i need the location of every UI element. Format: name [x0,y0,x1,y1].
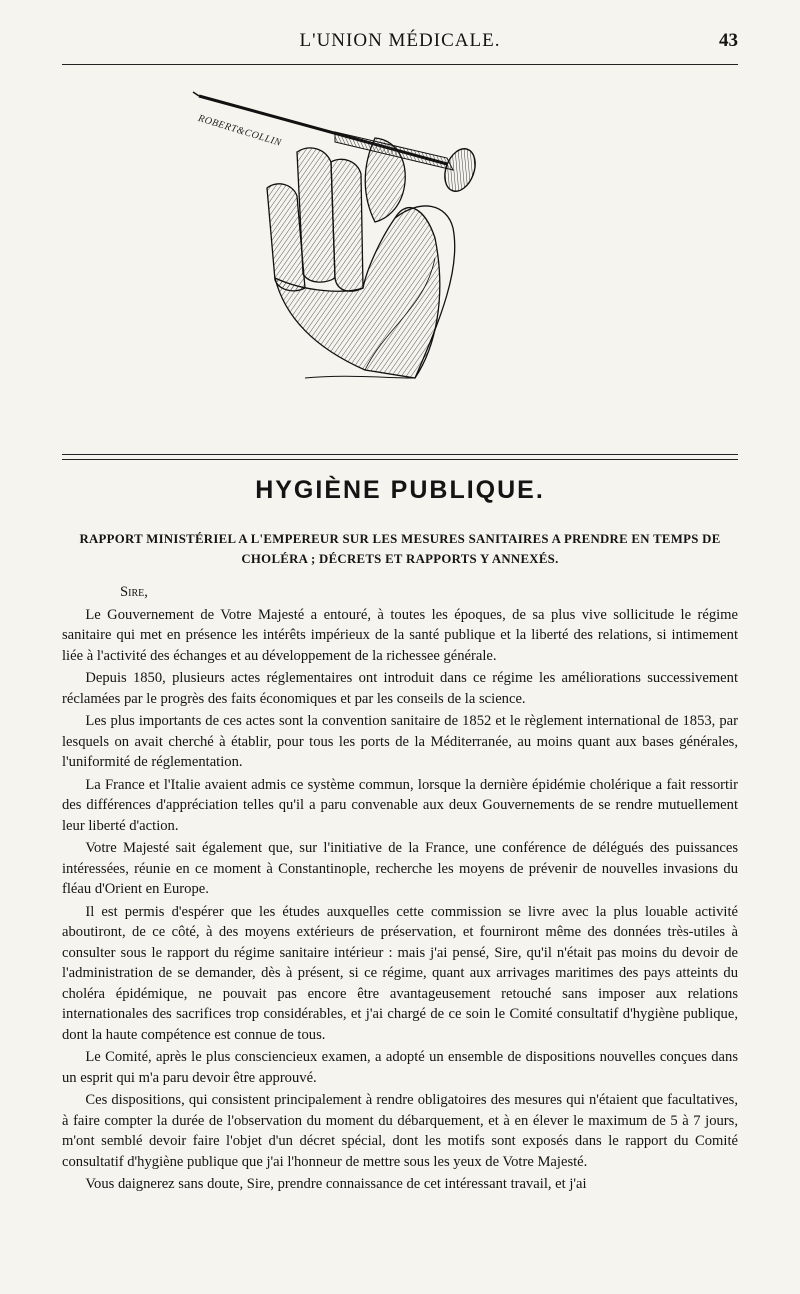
paragraph: Le Gouvernement de Votre Majesté a entouré, à toutes les époques, de sa plus vive sollicitude le régime sanitaire qui met en présence les intérêts impérieux de la santé publique et la liberté des relations, si intimement liée à l'activité des échanges et au développement de la richessee générale. [62,606,738,664]
paragraph: Il est permis d'espérer que les études auxquelles cette commission se livre avec la plus louable activité aboutiront, de ce côté, à des moyens extérieurs de préservation, et fourniront même des données très-utiles à consulter sous le rapport du régime sanitaire intérieur : mais j'ai pensé, Sire, qu'il n'était pas moins du devoir de l'administration de se demander, dès à présent, si ce régime, quant aux arrivages maritimes des pays atteints du choléra épidémique, ne pouvait pas encore être avantageusement retouché sans imposer aux relations internationales des sacrifices trop considérables, et j'ai chargé de ce soin le Comité consultatif d'hygiène publique, dont la haute compétence est connue de tous. [62,903,738,1043]
salutation: Sire, [120,584,148,600]
engraver-signature: ROBERT&COLLIN [196,113,283,149]
section-rule-thin [62,459,738,460]
paragraph: La France et l'Italie avaient admis ce système commun, lorsque la dernière épidémie cholérique a fait ressortir des différences d'appréciation telles qu'il a paru convenable aux deux Gouvernements de se rendre mutuellement leur liberté d'action. [62,776,738,834]
running-header [62,30,738,58]
article-body [62,582,738,1197]
paragraph: Les plus importants de ces actes sont la convention sanitaire de 1852 et le règlement international de 1853, par lesquels on avait cherché à établir, pour tous les ports de la Méditerranée, au moins quant aux bases générales, l'uniformité de réglementation. [62,713,738,770]
report-title: RAPPORT MINISTÉRIEL A L'EMPEREUR SUR LES MESURES SANITAIRES A PRENDRE EN TEMPS DE CHOLÉRA ; DÉCRETS ET RAPPORTS Y ANNEXÉS. [79,532,721,566]
paragraph: Depuis 1850, plusieurs actes réglementaires ont introduit dans ce régime les améliorations successivement réclamées par le progrès des faits économiques et par les conseils de la science. [62,670,738,707]
header-rule [62,64,738,65]
paragraph: Vous daignerez sans doute, Sire, prendre connaissance de cet intéressant travail, et j'ai [85,1176,587,1192]
paragraph: Le Comité, après le plus consciencieux examen, a adopté un ensemble de dispositions nouvelles conçues dans un esprit qui m'a paru devoir être approuvé. [62,1049,738,1086]
paragraph: Votre Majesté sait également que, sur l'initiative de la France, une conférence de délégués des puissances intéressées, réunie en ce moment à Constantinople, recherche les moyens de prévenir de nouvelles invasions du fléau d'Orient en Europe. [62,840,738,897]
section-rule-thick [62,454,738,455]
paragraph: Ces dispositions, qui consistent principalement à rendre obligatoires des mesures qui n'étaient que facultatives, à faire compter la durée de l'observation du moment du débarquement, et à en élever le maximum de 5 à 7 jours, m'ont semblé devoir faire l'objet d'un décret spécial, dont les motifs sont exposés dans le rapport du Comité consultatif d'hygiène publique que j'ai l'honneur de mettre sous les yeux de Votre Majesté. [62,1092,738,1170]
section-title: HYGIÈNE PUBLIQUE. [255,476,545,504]
page-number: 43 [719,30,738,51]
journal-title: L'UNION MÉDICALE. [299,30,501,51]
